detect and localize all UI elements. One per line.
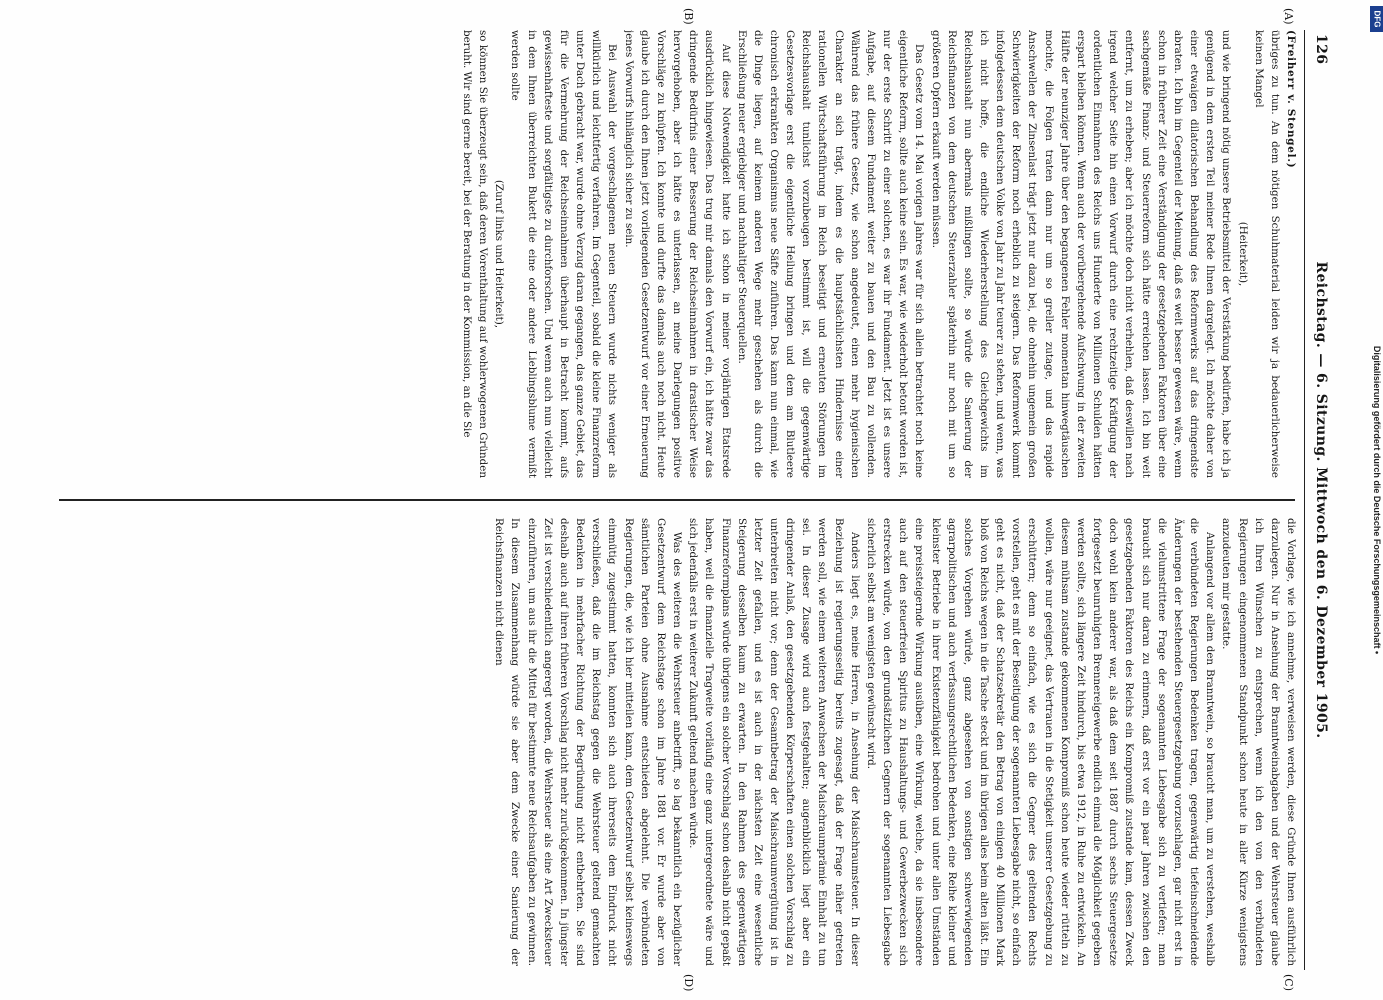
watermark-text: Digitalisierung gefördert durch die Deutsche Forschungsgemeinschaft • (1372, 345, 1382, 655)
right-column (55, 518, 1299, 966)
column-divider (59, 499, 1295, 501)
margin-marker-b: (B) (682, 8, 695, 25)
speaker-line: (Freiherr v. Stengel.) (1285, 30, 1297, 169)
interjection: (Heiterkeit), (1236, 221, 1249, 287)
header-title: Reichstag. — 6. Sitzung. Mittwoch den 6. Dezember 1905. (1313, 261, 1329, 739)
left-column (55, 30, 1299, 478)
margin-marker-c: (C) (1282, 974, 1295, 991)
digitization-watermark (1370, 10, 1383, 990)
paragraph: Bei Auswahl der vorgeschlagenen neuen Steuern wurde nichts weniger als willkürlich und leichtfertig verfahren. Im Gegenteil, sobald die kleine Finanzreform unter Dach gebracht war, wurde ohne Verzug daran gegangen, das ganze Gebiet, das für die Vermehrung der Reichseinnahmen überhaupt in Betracht kommt, aufs gewissenhafteste und sorgfältigste zu durchforschen. Und wenn auch nun vielleicht in dem Ihnen überreichten Bukett die eine oder andere Lieblingsblume vermißt werden sollte (509, 30, 619, 478)
paragraph: Das Gesetz vom 14. Mai vorigen Jahres war für sich allein betrachtet noch keine eigentliche Reform, sollte auch keine sein. Es war, wie wiederholt betont worden ist, nur der erste Schritt zu einer solchen, es war ihr Fundament. Jetzt ist es unsere Aufgabe, auf diesem Fundament weiter zu bauen und den Bau zu vollenden. Während das frühere Gesetz, wie schon angedeutet, einen mehr hygienischen Charakter an sich trägt, indem es die hauptsächlichsten Hindernisse einer rationellen Wirtschaftsführung im Reich beseitigt und erneuten Störungen im Reichshaushalt tunlichst vorzubeugen bestimmt ist, will die gegenwärtige Gesetzesvorlage erst die eigentliche Heilung bringen und dem am Blutleere chronisch erkrankten Organismus neue Säfte zuführen. Das kann nun einmal, wie die Dinge liegen, auf keinem anderen Wege mehr geschehen als durch die Erschließung neuer ergiebiger und nachhaltiger Steuerquellen. (735, 30, 926, 478)
paragraph: Was des weiteren die Wehrsteuer anbetrifft, so lag bekanntlich ein bezüglicher Gesetzentwurf dem Reichstage schon im Jahre 1881 vor. Er wurde aber von sämtlichen Parteien ohne Ausnahme entschieden abgelehnt. Die verbündeten Regierungen, die, wie ich hier mitteilen kann, dem Gesetzentwurf selbst keineswegs einmütig zugestimmt hatten, konnten sich auch ihrerseits dem Eindruck nicht verschließen, daß die im Reichstag gegen die Wehrsteuer geltend gemachten Bedenken in mehrfacher Richtung der Begründung nicht entbehrten. Sie sind deshalb auch auf ihren früheren Vorschlag nicht mehr zurückgekommen. In jüngster Zeit ist verschiedentlich angeregt worden, die Wehrsteuer als eine Art Zwecksteuer einzuführen, um aus ihr die Mittel für bestimmte neue Reichsaufgaben zu gewinnen. In diesem Zusammenhang würde sie aber dem Zwecke einer Sanierung der Reichsfinanzen nicht dienen (493, 518, 684, 966)
page-content (47, 8, 1335, 992)
margin-marker-d: (D) (682, 974, 695, 992)
paragraph: und wie bringend nötig unsere Betriebsmittel der Verstärkung bedürfen, habe ich ja genügend in dem ersten Teil meiner Rede Ihnen dargelegt. Ich möchte daher von einer etwaigen dilatorischen Behandlung des Reformwerks auf das dringendste abraten. Ich bin im Gegenteil der Meinung, daß es weit besser gewesen wäre, wenn schon in früherer Zeit eine Verständigung der gesetzgebenden Faktoren über eine sachgemäße Finanz- und Steuerreform sich hätte erreichen lassen. Ich bin weit entfernt, um zu erheben; aber ich möchte doch nicht verhehlen, daß deswillen nach irgend welcher Seite hin einen Vorwurf durch eine rechtzeitige Kräftigung der ordentlichen Einnahmen des Reichs uns Hunderte von Millionen Schulden hätten erspart bleiben können. Wenn auch der vorübergehende Aufschwung in der zweiten Hälfte der neunziger Jahre über den begangenen Fehler momentan hinwegtäuschen mochte, die Folgen traten dann nur um so greller zutage, und das rapide Anschwellen der Zinsenlast trägt jetzt nur dazu bei, die ohnehin ungemein großen Schwierigkeiten der Reform noch erheblich zu steigern. Das Reformwerk kommt infolgedessen dem deutschen Volke von Jahr zu Jahr teurer zu stehen, und wenn, was ich nicht hoffe, die endliche Wiederherstellung des Gleichgewichts im Reichshaushalt nun abermals mißlingen sollte, so würde die Sanierung der Reichsfinanzen von dem deutschen Steuerzahler späterhin nur noch mit um so größeren Opfern erkauft werden müssen. (929, 30, 1233, 478)
paragraph: Auf diese Notwendigkeit hatte ich schon in meiner vorjährigen Etatsrede ausdrücklich hingewiesen. Das trug mir damals den Vorwurf ein, ich hätte zwar das dringende Bedürfnis einer Besserung der Reichseinnahmen in drastischer Weise hervorgehoben, aber ich hätte es unterlassen, an meine Darlegungen positive Vorschläge zu knüpfen. Ich konnte und durfte das damals auch noch nicht. Heute glaube ich durch den Ihnen jetzt vorliegenden Gesetzentwurf vor einer Erneuerung jenes Vorwurfs hinlänglich sicher zu sein. (622, 30, 732, 478)
paragraph: übriges zu tun. An dem nötigen Schuhmaterial leiden wir ja bedauerlicherweise keinen Mangel (1252, 30, 1281, 478)
running-header (1301, 30, 1335, 970)
paragraph: die Vorlage, wie ich annehme, verweisen werden, diese Gründe Ihnen ausführlich darzulegen. Nur in Ansehung der Branntweinabgaben und der Wehrsteuer glaube ich Ihren Wünschen zu entsprechen, wenn ich den von den verbündeten Regierungen eingenommenen Standpunkt schon heute in aller Kürze wenigstens anzudeuten mir gestatte. (1220, 518, 1297, 966)
interjection: (Zuruf links und Heiterkeit), (493, 179, 506, 329)
page-number: 126 (1313, 34, 1329, 65)
paragraph: Anders liegt es, meine Herren, in Ansehung der Maischraumsteuer. In dieser Beziehung ist regierungsseitig bereits zugesagt, daß der Frage näher getreten werden soll, wie einem weiteren Anwachsen der Maischraumprämie Einhalt zu tun sei. In dieser Zusage wird auch festgehalten; augenblicklich liegt aber ein dringender Anlaß, den gesetzgebenden Körperschaften einen solchen Vorschlag zu unterbreiten nicht vor; denn der Gesamtbetrag der Maischraumvergütung ist in letzter Zeit gefallen, und es ist auch in der nächsten Zeit eine wesentliche Steigerung desselben kaum zu erwarten. In den Rahmen des gegenwärtigen Finanzreformplans würde übrigens ein solcher Vorschlag schon deshalb nicht gepaßt haben, weil die finanzielle Tragweite vorläufig eine ganz untergeordnete wäre und sich jedenfalls erst in weiterer Zukunft geltend machen würde. (687, 518, 861, 966)
paragraph: Anlangend vor allem den Branntwein, so braucht man, um zu verstehen, weshalb die verbündeten Regierungen Bedenken tragen, gegenwärtig tiefeinschneidende Änderungen der bestehenden Steuergesetzgebung vorzuschlagen, gar nicht erst in die vielumstrittene Frage der sogenannten Liebesgabe sich zu vertiefen; man braucht sich nur daran zu erinnern, daß erst vor ein paar Jahren zwischen den gesetzgebenden Faktoren des Reichs ein Kompromiß zustande kam, dessen Zweck doch wohl kein anderer war, als daß dem seit 1887 durch sechs Steuergesetze fortgesetzt beunruhigten Brennereigewerbe endlich einmal die Möglichkeit gegeben werden sollte, sich längere Zeit hindurch, bis etwa 1912, in Ruhe zu entwickeln. An diesem mühsam zustande gekommenen Kompromiß schon heute wieder rütteln zu wollen, wäre nur geeignet, das Vertrauen in die Stetigkeit unserer Gesetzgebung zu erschüttern; denn so einfach, wie es sich die Gegner des geltenden Rechts vorstellen, geht es mit der Beseitigung der sogenannten Liebesgabe nicht, so einfach geht es nicht, daß der Schatzsekretär den Betrag von einigen 40 Millionen Mark bloß von Reichs wegen in die Tasche steckt und im übrigen alles beim alten läßt. Ein solches Vorgehen würde, ganz abgesehen von sonstigen schwerwiegenden agrarpolitischen und auch verfassungsrechtlichen Bedenken, eine Reihe kleiner und kleinster Betriebe in ihrer Existenzfähigkeit bedrohen und unter allen Umständen eine preissteigernde Wirkung ausüben, eine Wirkung, welche, da sie insbesondere auch auf den steuerfreien Spiritus zu Haushaltungs- und Gewerbezwecken sich erstrecken würde, von den grundsätzlichen Gegnern der sogenannten Liebesgabe sicherlich selbst am wenigsten gewünscht wird. (864, 518, 1217, 966)
paragraph: so können Sie überzeugt sein, daß deren Vorenthaltung auf wohlerwogenen Gründen beruht. Wir sind gerne bereit, bei der Beratung in der Kommission, an die Sie (461, 30, 490, 478)
margin-marker-a: (A) (1282, 8, 1295, 25)
dfg-logo: DFG (1370, 6, 1383, 32)
header-rule (1304, 30, 1305, 970)
